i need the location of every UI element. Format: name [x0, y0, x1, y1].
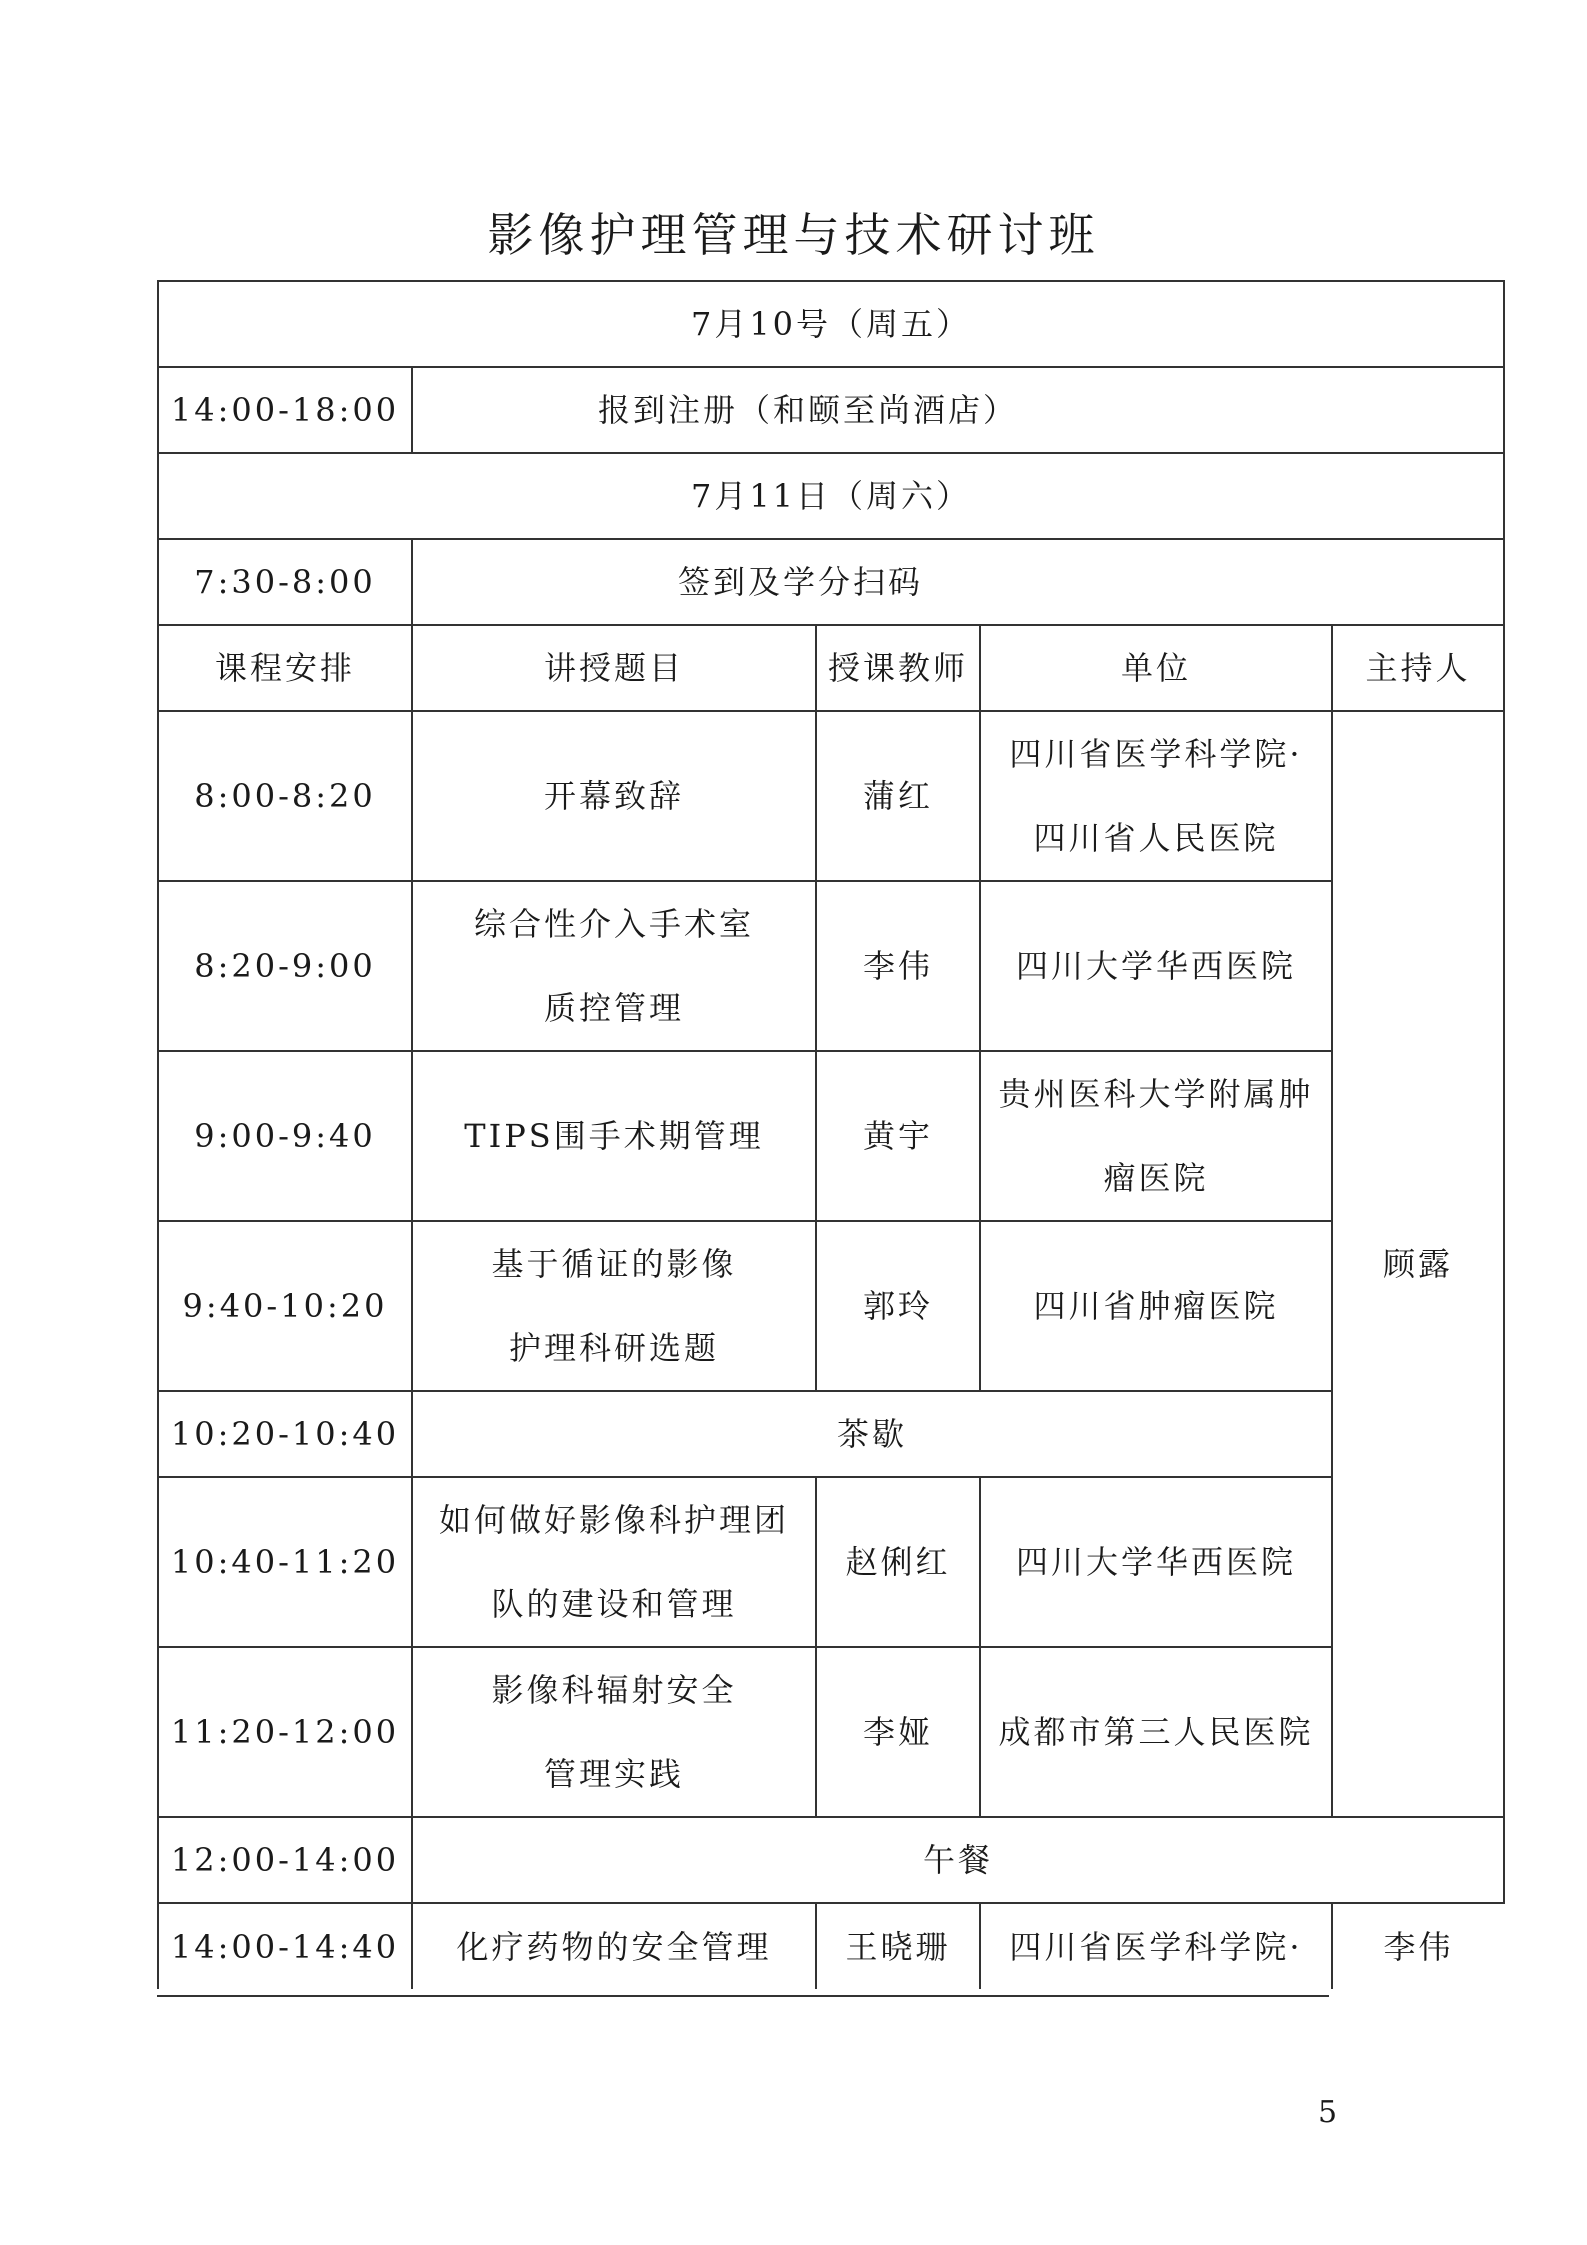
topic-cell [412, 1051, 816, 1221]
session-row [158, 1221, 1504, 1391]
host-cell: 顾露 [1332, 711, 1504, 1817]
host-cell: 李伟 [1332, 1903, 1504, 1989]
lunch-row [158, 1817, 1504, 1903]
header-host: 主持人 [1332, 625, 1504, 711]
time-cell: 12:00-14:00 [158, 1817, 412, 1903]
unit-cell: 四川省医学科学院· [980, 1903, 1332, 1989]
time-cell: 8:00-8:20 [158, 711, 412, 881]
topic-line: TIPS围手术期管理 [464, 1117, 764, 1155]
unit-cell [980, 1221, 1332, 1391]
time-cell: 10:20-10:40 [158, 1391, 412, 1477]
teacher-cell: 李伟 [816, 881, 980, 1051]
event-cell: 签到及学分扫码 [412, 539, 1504, 625]
unit-line: 四川省肿瘤医院 [1033, 1287, 1279, 1325]
unit-cell [980, 1051, 1332, 1221]
date-cell: 7月11日（周六） [158, 453, 1504, 539]
unit-line: 四川大学华西医院 [1015, 1543, 1296, 1581]
time-cell: 10:40-11:20 [158, 1477, 412, 1647]
schedule-table [157, 280, 1505, 1989]
date-cell: 7月10号（周五） [158, 281, 1504, 367]
topic-line: 综合性介入手术室 [473, 905, 754, 943]
topic-line: 管理实践 [543, 1755, 684, 1793]
teacher-cell: 郭玲 [816, 1221, 980, 1391]
teacher-cell: 李娅 [816, 1647, 980, 1817]
topic-line: 质控管理 [543, 989, 684, 1027]
teacher-cell: 赵俐红 [816, 1477, 980, 1647]
topic-line: 如何做好影像科护理团 [438, 1501, 789, 1539]
page-number: 5 [1318, 2095, 1338, 2130]
time-cell: 8:20-9:00 [158, 881, 412, 1051]
unit-line: 成都市第三人民医院 [998, 1713, 1314, 1751]
table-bottom-border [157, 1995, 1329, 1997]
session-row [158, 1903, 1504, 1989]
unit-line: 贵州医科大学附属肿 [998, 1075, 1314, 1113]
unit-line: 瘤医院 [1103, 1159, 1209, 1197]
break-cell: 午餐 [412, 1817, 1504, 1903]
tea-break-row [158, 1391, 1504, 1477]
topic-line: 影像科辐射安全 [491, 1671, 737, 1709]
session-row [158, 1477, 1504, 1647]
teacher-cell: 黄宇 [816, 1051, 980, 1221]
time-cell: 7:30-8:00 [158, 539, 412, 625]
topic-cell [412, 711, 816, 881]
checkin-row [158, 539, 1504, 625]
time-cell: 14:00-18:00 [158, 367, 412, 453]
unit-cell [980, 1477, 1332, 1647]
header-teacher: 授课教师 [816, 625, 980, 711]
topic-line: 基于循证的影像 [491, 1245, 737, 1283]
teacher-cell: 蒲红 [816, 711, 980, 881]
unit-cell [980, 881, 1332, 1051]
session-row [158, 1647, 1504, 1817]
header-unit: 单位 [980, 625, 1332, 711]
time-cell: 11:20-12:00 [158, 1647, 412, 1817]
topic-cell [412, 881, 816, 1051]
session-row [158, 1051, 1504, 1221]
topic-cell [412, 1477, 816, 1647]
time-cell: 9:40-10:20 [158, 1221, 412, 1391]
header-row [158, 625, 1504, 711]
session-row [158, 881, 1504, 1051]
date-row [158, 453, 1504, 539]
topic-line: 队的建设和管理 [491, 1585, 737, 1623]
topic-cell [412, 1647, 816, 1817]
time-cell: 9:00-9:40 [158, 1051, 412, 1221]
teacher-cell: 王晓珊 [816, 1903, 980, 1989]
break-cell: 茶歇 [412, 1391, 1332, 1477]
topic-cell: 化疗药物的安全管理 [412, 1903, 816, 1989]
topic-line: 开幕致辞 [543, 777, 684, 815]
date-row [158, 281, 1504, 367]
page-title: 影像护理管理与技术研讨班 [487, 208, 1100, 262]
unit-cell [980, 711, 1332, 881]
header-topic: 讲授题目 [412, 625, 816, 711]
session-row [158, 711, 1504, 881]
unit-line: 四川省医学科学院· [1009, 735, 1303, 773]
header-time: 课程安排 [158, 625, 412, 711]
event-cell: 报到注册（和颐至尚酒店） [412, 367, 1504, 453]
topic-cell [412, 1221, 816, 1391]
topic-line: 护理科研选题 [508, 1329, 719, 1367]
unit-line: 四川大学华西医院 [1015, 947, 1296, 985]
time-cell: 14:00-14:40 [158, 1903, 412, 1989]
unit-cell [980, 1647, 1332, 1817]
registration-row [158, 367, 1504, 453]
unit-line: 四川省人民医院 [1033, 819, 1279, 857]
